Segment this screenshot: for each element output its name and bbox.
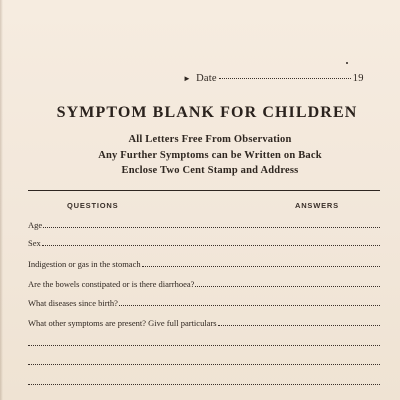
answer-blank[interactable]	[195, 286, 380, 287]
paper-fold-shadow	[0, 0, 3, 400]
answer-blank[interactable]	[43, 227, 380, 228]
question-label: Age	[28, 220, 43, 230]
question-row-indigestion[interactable]	[28, 257, 380, 269]
answer-blank[interactable]	[28, 384, 380, 385]
header-divider	[28, 190, 380, 191]
date-year-prefix: 19	[352, 73, 364, 84]
question-row-age[interactable]	[28, 218, 380, 230]
subtitle-line-2: Any Further Symptoms can be Written on Back	[98, 150, 322, 161]
question-label: Are the bowels constipated or is there diarrhoea?	[28, 279, 195, 289]
blank-answer-line[interactable]	[28, 355, 380, 367]
date-field[interactable]	[183, 73, 364, 84]
question-label: Indigestion or gas in the stomach	[28, 259, 141, 269]
blank-answer-line[interactable]	[28, 375, 380, 387]
question-row-bowels[interactable]	[28, 277, 380, 289]
question-row-diseases[interactable]	[28, 296, 380, 308]
question-label: What other symptoms are present? Give full particulars	[28, 318, 217, 328]
blank-answer-line[interactable]	[28, 336, 380, 348]
answer-blank[interactable]	[28, 345, 380, 346]
question-label: Sex	[28, 238, 41, 248]
subtitle-line-3: Enclose Two Cent Stamp and Address	[121, 165, 299, 176]
answer-blank[interactable]	[218, 325, 380, 326]
answer-blank[interactable]	[142, 266, 380, 267]
answer-blank[interactable]	[42, 245, 380, 246]
date-blank[interactable]	[219, 78, 351, 79]
arrow-icon: ►	[183, 74, 192, 83]
form-title: SYMPTOM BLANK FOR CHILDREN	[56, 104, 358, 121]
answers-column-header: ANSWERS	[295, 201, 339, 210]
answer-blank[interactable]	[119, 305, 380, 306]
date-label: Date	[196, 73, 217, 84]
ink-speck	[346, 62, 348, 64]
subtitle-line-1: All Letters Free From Observation	[128, 134, 292, 145]
question-row-sex[interactable]	[28, 236, 380, 248]
question-row-other-symptoms[interactable]	[28, 316, 380, 328]
answer-blank[interactable]	[28, 364, 380, 365]
questions-column-header: QUESTIONS	[67, 201, 119, 210]
question-label: What diseases since birth?	[28, 298, 118, 308]
